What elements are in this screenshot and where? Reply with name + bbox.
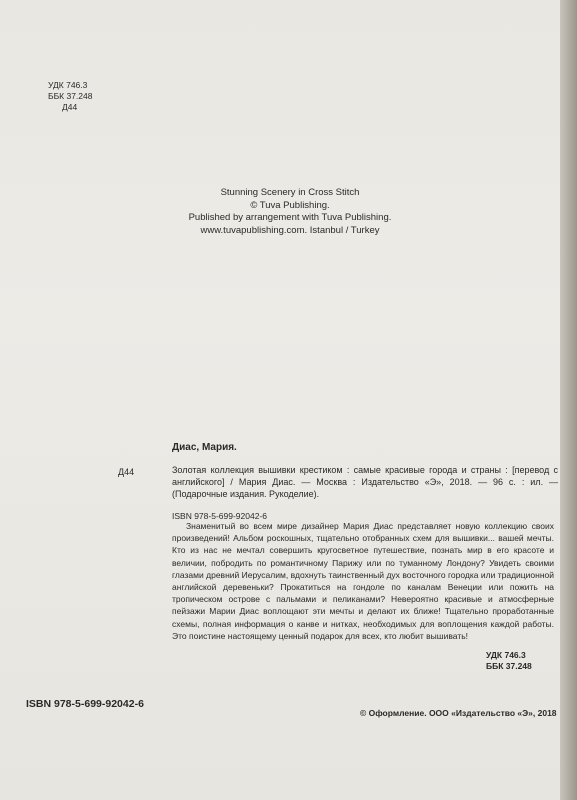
- record-isbn: ISBN 978-5-699-92042-6: [172, 511, 267, 521]
- bbk-code: ББК 37.248: [48, 91, 93, 101]
- original-edition-credits: [180, 187, 400, 237]
- arrangement-note: Published by arrangement with Tuva Publishing.: [188, 212, 392, 223]
- footer-isbn: ISBN 978-5-699-92042-6: [26, 698, 144, 710]
- footer-copyright: © Оформление. ООО «Издательство «Э», 2018: [360, 708, 557, 718]
- record-description: Золотая коллекция вышивки крестиком : самые красивые города и страны : [перевод с английского] / Мария Диас. — Москва : Издательство «Э», 2018. — 96 с. : ил. — (Подарочные издания. Рукоделие).: [172, 465, 558, 499]
- publisher-website: www.tuvapublishing.com. Istanbul / Turkey: [200, 224, 380, 236]
- bbk-code-right: ББК 37.248: [486, 661, 532, 671]
- record-author: Диас, Мария.: [172, 442, 237, 453]
- record-author-sign: Д44: [118, 467, 135, 477]
- page-edge: [560, 0, 577, 800]
- original-copyright: © Tuva Publishing.: [250, 199, 330, 211]
- udk-block: [48, 80, 92, 113]
- author-sign: Д44: [62, 102, 78, 112]
- original-title: Stunning Scenery in Cross Stitch: [220, 187, 360, 198]
- annotation-text: Знаменитый во всем мире дизайнер Мария Диас представляет новую коллекцию своих произведений! Альбом роскошных, тщательно отобранных схем для вышивки... вашей мечты. Кто из нас не мечтал совершить кругосветное путешествие, познать мир в его красоте и величии, побродить по романтичному Парижу или по туманному Лондону? Увидеть своими глазами древний Иерусалим, вдохнуть таинственный дух восточного городка или традиционной английской деревеньки? Прокатиться на гондоле по каналам Венеции или пожить на тропическом острове с пальмами и пеликанами? Невероятно красивые и атмосферные пейзажи Марии Диас воплощают эти мечты и делают их ближе! Тщательно проработанные схемы, полная информация о канве и нитках, необходимых для воплощения каждой работы. Это поистине настоящему ценный подарок для всех, кто любит вышивать!: [172, 521, 554, 641]
- udk-code: УДК 746.3: [48, 80, 88, 90]
- udk-block-right: [486, 650, 532, 672]
- udk-code-right: УДК 746.3: [486, 650, 526, 660]
